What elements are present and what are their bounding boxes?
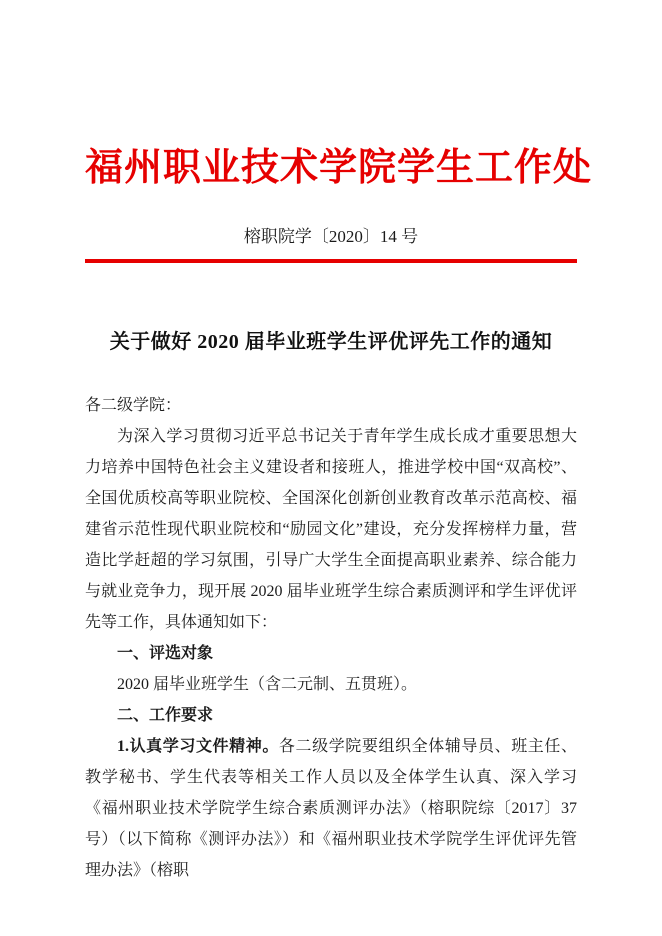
intro-paragraph: 为深入学习贯彻习近平总书记关于青年学生成长成才重要思想大力培养中国特色社会主义建设者和接班人，推进学校中国“双高校”、全国优质校高等职业院校、全国深化创新创业教育改革示范高校、福建省示范性现代职业院校和“励园文化”建设，充分发挥榜样力量，营造比学赶超的学习氛围，引导广大学生全面提高职业素养、综合能力与就业竞争力，现开展 2020 届毕业班学生综合素质测评和学生评优评先等工作，具体通知如下： <box>85 427 577 631</box>
section-1-body: 2020 届毕业班学生（含二元制、五贯班）。 <box>117 675 418 693</box>
notice-body <box>85 390 577 886</box>
salutation: 各二级学院： <box>85 396 182 414</box>
document-number: 榕职院学〔2020〕14 号 <box>243 226 419 246</box>
item-1-body-text: 各二级学院要组织全体辅导员、班主任、教学秘书、学生代表等相关工作人员以及全体学生认真、深入学习《福州职业技术学院学生综合素质测评办法》（榕职院综〔2017〕37 号）（以下简称《测评办法》）和《福州职业技术学院学生评优评先管理办法》（榕职 <box>85 737 577 879</box>
notice-title: 关于做好 2020 届毕业班学生评优评先工作的通知 <box>109 330 553 353</box>
section-1-heading: 一、评选对象 <box>117 644 214 662</box>
item-1-paragraph <box>85 731 577 886</box>
item-1-lead: 1.认真学习文件精神。 <box>117 737 279 755</box>
section-2-heading: 二、工作要求 <box>117 706 214 724</box>
red-divider-line <box>85 259 577 263</box>
agency-red-header-title: 福州职业技术学院学生工作处 <box>85 147 593 189</box>
